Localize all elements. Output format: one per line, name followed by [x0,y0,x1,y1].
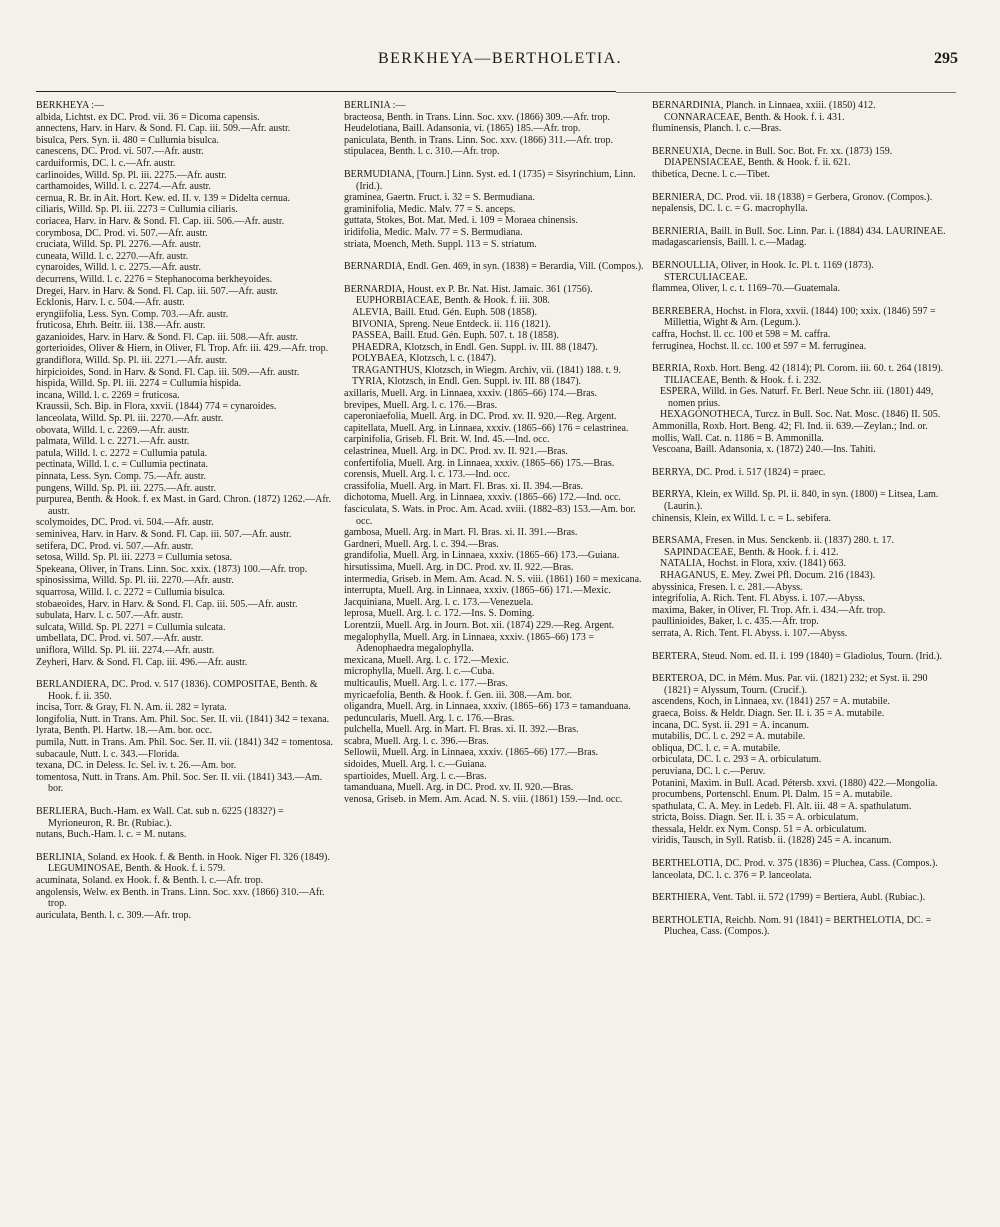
species-entry: gambosa, Muell. Arg. in Mart. Fl. Bras. xi. II. 391.—Bras. [344,527,578,539]
species-entry: POLYBAEA, Klotzsch, l. c. (1847). [352,353,497,365]
species-entry: ALEVIA, Baill. Etud. Gén. Euph. 508 (1858). [352,306,537,318]
species-entry: paullinioides, Baker, l. c. 435.—Afr. trop. [652,616,819,628]
species-entry: sidoides, Muell. Arg. l. c.—Guiana. [344,759,487,771]
genus-entry: BERSAMA, Fresen. in Mus. Senckenb. ii. (1837) 280. t. 17. SAPINDACEAE, Benth. & Hook. f. i. 412. [652,535,894,558]
species-entry: spinosissima, Willd. Sp. Pl. iii. 2270.—Afr. austr. [36,575,234,587]
species-entry: annectens, Harv. in Harv. & Sond. Fl. Cap. iii. 509.—Afr. austr. [36,123,291,135]
species-entry: mutabilis, DC. l. c. 292 = A. mutabile. [652,731,806,743]
species-entry: nepalensis, DC. l. c. = G. macrophylla. [652,203,808,215]
species-entry: texana, DC. in Deless. Ic. Sel. iv. t. 26.—Am. bor. [36,760,237,772]
species-entry: nutans, Buch.-Ham. l. c. = M. nutans. [36,829,187,841]
genus-entry: BERKHEYA :— [36,100,105,111]
species-entry: cuneata, Willd. l. c. 2270.—Afr. austr. [36,250,189,262]
species-entry: scabra, Muell. Arg. l. c. 396.—Bras. [344,735,489,747]
species-entry: mexicana, Muell. Arg. l. c. 172.—Mexic. [344,654,509,666]
species-entry: cernua, R. Br. in Ait. Hort. Kew. ed. II. v. 139 = Didelta cernua. [36,192,290,204]
species-entry: gorterioides, Oliver & Hiern, in Oliver, Fl. Trop. Afr. iii. 429.—Afr. trop. [36,343,329,355]
page-header [30,50,970,76]
species-entry: decurrens, Willd. l. c. 2276 = Stephanocoma berkheyoides. [36,273,273,285]
species-entry: fruticosa, Ehrh. Beitr. iii. 138.—Afr. austr. [36,320,206,332]
genus-entry: BERNARDIA, Endl. Gen. 469, in syn. (1838) = Berardia, Vill. (Compos.). [344,261,644,273]
species-entry: Gardneri, Muell. Arg. l. c. 394.—Bras. [344,538,499,550]
species-entry: uniflora, Willd. Sp. Pl. iii. 2274.—Afr. austr. [36,644,215,656]
species-entry: microphylla, Muell. Arg. l. c.—Cuba. [344,666,495,678]
species-entry: grandifolia, Muell. Arg. in Linnaea, xxxiv. (1865–66) 173.—Guiana. [344,550,620,562]
header-rule-right [616,92,956,93]
species-entry: sulcata, Willd. Sp. Pl. 2271 = Cullumia sulcata. [36,621,226,633]
species-entry: obovata, Willd. l. c. 2269.—Afr. austr. [36,424,190,436]
species-entry: obliqua, DC. l. c. = A. mutabile. [652,742,781,754]
genus-entry: BERRYA, DC. Prod. i. 517 (1824) = praec. [652,466,826,478]
species-entry: pinnata, Less. Syn. Comp. 75.—Afr. austr. [36,471,206,482]
species-entry: coriacea, Harv. in Harv. & Sond. Fl. Cap. iii. 506.—Afr. austr. [36,215,285,227]
species-entry: subulata, Harv. l. c. 507.—Afr. austr. [36,610,184,622]
genus-entry: BERTEROA, DC. in Mém. Mus. Par. vii. (1821) 232; et Syst. ii. 290 (1821) = Alyssum, Tourn. (Crucif.). [652,673,928,696]
running-title: BERKHEYA—BERTHOLETIA. [378,50,622,67]
species-entry: graminifolia, Medic. Malv. 77 = S. anceps. [344,203,516,215]
species-entry: intermedia, Griseb. in Mem. Am. Acad. N. S. viii. (1861) 160 = mexicana. [344,573,642,585]
species-entry: umbellata, DC. Prod. vi. 507.—Afr. austr. [36,633,204,645]
species-entry: procumbens, Portenschl. Enum. Pl. Dalm. 15 = A. mutabile. [652,789,893,801]
species-entry: flammea, Oliver, l. c. t. 1169–70.—Guatemala. [652,283,841,295]
genus-entry: BERTHIERA, Vent. Tabl. ii. 572 (1799) = Bertiera, Aubl. (Rubiac.). [652,892,926,904]
species-entry: TRAGANTHUS, Klotzsch, in Wiegm. Archiv, vii. (1841) 188. t. 9. [352,364,622,376]
species-entry: setifera, DC. Prod. vi. 507.—Afr. austr. [36,540,194,552]
species-entry: paniculata, Benth. in Trans. Linn. Soc. xxv. (1866) 311.—Afr. trop. [344,134,613,146]
species-entry: corymbosa, DC. Prod. vi. 507.—Afr. austr. [36,227,208,239]
species-entry: scolymoides, DC. Prod. vi. 504.—Afr. austr. [36,517,214,529]
species-entry: ferruginea, Hochst. ll. cc. 100 et 597 = M. ferruginea. [652,340,867,352]
species-entry: Ecklonis, Harv. l. c. 504.—Afr. austr. [36,297,185,309]
species-entry: purpurea, Benth. & Hook. f. ex Mast. in Gard. Chron. (1872) 1262.—Afr. austr. [36,494,331,517]
species-entry: axillaris, Muell. Arg. in Linnaea, xxxiv. (1865–66) 174.—Bras. [344,388,598,400]
species-entry: integrifolia, A. Rich. Tent. Fl. Abyss. i. 107.—Abyss. [652,593,866,605]
species-entry: TYRIA, Klotzsch, in Endl. Gen. Suppl. iv. III. 88 (1847). [352,376,582,388]
species-entry: albida, Lichtst. ex DC. Prod. vii. 36 = Dicoma capensis. [36,111,260,123]
species-entry: cruciata, Willd. Sp. Pl. 2276.—Afr. austr. [36,239,201,251]
species-entry: orbiculata, DC. l. c. 293 = A. orbiculatum. [652,754,822,766]
genus-entry: BERRIA, Roxb. Hort. Beng. 42 (1814); Pl. Corom. iii. 60. t. 264 (1819). TILIACEAE, Benth. & Hook. f. i. 232. [652,363,944,386]
species-entry: crassifolia, Muell. Arg. in Mart. Fl. Bras. xi. II. 394.—Bras. [344,480,583,492]
species-entry: brevipes, Muell. Arg. l. c. 176.—Bras. [344,399,498,411]
species-entry: incisa, Torr. & Gray, Fl. N. Am. ii. 282 = lyrata. [36,702,227,714]
species-entry: iridifolia, Medic. Malv. 77 = S. Bermudiana. [344,226,523,238]
genus-entry: BERNOULLIA, Oliver, in Hook. Ic. Pl. t. 1169 (1873). STERCULIACEAE. [652,259,874,283]
genus-entry: BERNEUXIA, Decne. in Bull. Soc. Bot. Fr. xx. (1873) 159. DIAPENSIACEAE, Benth. & Hook. f. ii. 621. [652,145,893,169]
species-entry: megalophylla, Muell. Arg. in Linnaea, xxxiv. (1865–66) 173 = Adenophaedra megalophylla. [344,631,595,655]
species-entry: PASSEA, Baill. Etud. Gén. Euph. 507. t. 18 (1858). [352,330,559,342]
species-entry: myricaefolia, Benth. & Hook. f. Gen. iii. 308.—Am. bor. [344,689,573,701]
genus-entry: BERTHELOTIA, DC. Prod. v. 375 (1836) = Pluchea, Cass. (Compos.). [652,858,938,870]
species-entry: ciliaris, Willd. Sp. Pl. iii. 2273 = Cullumia ciliaris. [36,204,238,216]
species-entry: Ammonilla, Roxb. Hort. Beng. 42; Fl. Ind. ii. 639.—Zeylan.; Ind. or. [652,421,928,433]
species-entry: incana, Willd. l. c. 2269 = fruticosa. [36,389,180,401]
species-entry: Heudelotiana, Baill. Adansonia, vi. (1865) 185.—Afr. trop. [344,123,581,135]
genus-entry: BERTERA, Steud. Nom. ed. II. i. 199 (1840) = Gladiolus, Tourn. (Irid.). [652,650,942,662]
genus-entry: BERLINIA :— [344,100,406,111]
species-entry: grandiflora, Willd. Sp. Pl. iii. 2271.—Afr. austr. [36,355,228,367]
species-entry: Jacquiniana, Muell. Arg. l. c. 173.—Venezuela. [344,596,534,608]
species-entry: Dregei, Harv. in Harv. & Sond. Fl. Cap. iii. 507.—Afr. austr. [36,285,279,297]
species-entry: venosa, Griseb. in Mem. Am. Acad. N. S. viii. (1861) 159.—Ind. occ. [344,793,623,805]
species-entry: setosa, Willd. Sp. Pl. iii. 2273 = Cullumia setosa. [36,552,233,564]
species-entry: palmata, Willd. l. c. 2271.—Afr. austr. [36,436,190,448]
species-entry: squarrosa, Willd. l. c. 2272 = Cullumia bisulca. [36,586,225,598]
species-entry: acuminata, Soland. ex Hook. f. & Benth. l. c.—Afr. trop. [36,875,264,886]
species-entry: subacaule, Nutt. l. c. 343.—Florida. [36,748,180,760]
genus-entry: BERREBERA, Hochst. in Flora, xxvii. (1844) 100; xxix. (1846) 597 = Millettia, Wight & Arn. (Legum.). [652,305,936,329]
column-3 [652,100,952,938]
species-entry: carlinoides, Willd. Sp. Pl. iii. 2275.—Afr. austr. [36,169,227,181]
species-entry: Spekeana, Oliver, in Trans. Linn. Soc. xxix. (1873) 100.—Afr. trop. [36,563,308,575]
species-entry: caffra, Hochst. ll. cc. 100 et 598 = M. caffra. [652,328,831,340]
genus-entry: BERNARDINIA, Planch. in Linnaea, xxiii. (1850) 412. CONNARACEAE, Benth. & Hook. f. i. 431. [652,100,876,123]
species-entry: thessala, Heldr. ex Nym. Consp. 51 = A. orbiculatum. [652,823,867,835]
species-entry: Kraussii, Sch. Bip. in Flora, xxvii. (1844) 774 = cynaroides. [36,401,277,413]
species-entry: lyrata, Benth. Pl. Hartw. 18.—Am. bor. occ. [36,725,212,737]
genus-entry: BERNARDIA, Houst. ex P. Br. Nat. Hist. Jamaic. 361 (1756). EUPHORBIACEAE, Benth. & Hook. f. iii. 308. [344,283,593,307]
species-entry: tamanduana, Muell. Arg. in DC. Prod. xv. II. 920.—Bras. [344,782,574,794]
species-entry: angolensis, Welw. ex Benth. in Trans. Linn. Soc. xxv. (1866) 310.—Afr. trop. [36,886,325,910]
column-2 [344,100,644,805]
species-entry: pectinata, Willd. l. c. = Cullumia pectinata. [36,459,208,471]
species-entry: stipulacea, Benth. l. c. 310.—Afr. trop. [344,146,500,158]
species-entry: multicaulis, Muell. Arg. l. c. 177.—Bras. [344,677,508,689]
species-entry: thibetica, Decne. l. c.—Tibet. [652,168,770,180]
species-entry: striata, Moench, Meth. Suppl. 113 = S. striatum. [344,238,537,250]
genus-entry: BERMUDIANA, [Tourn.] Linn. Syst. ed. I (1735) = Sisyrinchium, Linn. (Irid.). [344,168,636,192]
species-entry: graminea, Gaertn. Fruct. i. 32 = S. Bermudiana. [344,192,535,204]
species-entry: patula, Willd. l. c. 2272 = Cullumia patula. [36,447,208,459]
species-entry: incana, DC. Syst. ii. 291 = A. incanum. [652,719,810,731]
species-entry: pungens, Willd. Sp. Pl. iii. 2275.—Afr. austr. [36,482,216,494]
species-entry: dichotoma, Muell. Arg. in Linnaea, xxxiv. (1865–66) 172.—Ind. occ. [344,492,621,504]
species-entry: caperoniaefolia, Muell. Arg. in DC. Prod. xv. II. 920.—Reg. Argent. [344,411,617,423]
species-entry: guttata, Stokes, Bot. Mat. Med. i. 109 = Moraea chinensis. [344,215,578,227]
genus-entry: BERRYA, Klein, ex Willd. Sp. Pl. ii. 840, in syn. (1800) = Litsea, Lam. (Laurin.). [652,489,939,513]
species-entry: carduiformis, DC. l. c.—Afr. austr. [36,157,176,169]
species-entry: oligandra, Muell. Arg. in Linnaea, xxxiv. (1865–66) 173 = tamanduana. [344,701,631,713]
species-entry: graeca, Boiss. & Heldr. Diagn. Ser. II. i. 35 = A. mutabile. [652,707,885,719]
species-entry: bracteosa, Benth. in Trans. Linn. Soc. xxv. (1866) 309.—Afr. trop. [344,111,610,123]
page-number: 295 [934,50,958,67]
species-entry: ascendens, Koch, in Linnaea, xv. (1841) 257 = A. mutabile. [652,696,890,708]
species-entry: NATALIA, Hochst. in Flora, xxiv. (1841) 663. [660,558,847,570]
species-entry: cynaroides, Willd. l. c. 2275.—Afr. austr. [36,262,201,274]
species-entry: lanceolata, DC. l. c. 376 = P. lanceolata. [652,869,812,881]
species-entry: Vescoana, Baill. Adansonia, x. (1872) 240.—Ins. Tahiti. [652,444,876,456]
genus-entry: BERLIERA, Buch.-Ham. ex Wall. Cat. sub n. 6225 (1832?) = Myrioneuron, R. Br. (Rubiac.). [36,806,284,829]
species-entry: stobaeoides, Harv. in Harv. & Sond. Fl. Cap. iii. 505.—Afr. austr. [36,598,298,610]
species-entry: pulchella, Muell. Arg. in Mart. Fl. Bras. xi. II. 392.—Bras. [344,724,579,736]
species-entry: RHAGANUS, E. Mey. Zwei Pfl. Docum. 216 (1843). [660,570,876,581]
species-entry: lanceolata, Willd. Sp. Pl. iii. 2270.—Afr. austr. [36,413,224,425]
species-entry: Sellowii, Muell. Arg. in Linnaea, xxxiv. (1865–66) 177.—Bras. [344,747,599,759]
species-entry: spartioides, Muell. Arg. l. c.—Bras. [344,770,487,782]
species-entry: corensis, Muell. Arg. l. c. 173.—Ind. occ. [344,469,510,481]
genus-entry: BERLINIA, Soland. ex Hook. f. & Benth. in Hook. Niger Fl. 326 (1849). LEGUMINOSAE, Benth. & Hook. f. i. 579. [36,851,330,875]
species-entry: spathulata, C. A. Mey. in Ledeb. Fl. Alt. iii. 48 = A. spathulatum. [652,800,912,812]
species-entry: auriculata, Benth. l. c. 309.—Afr. trop. [36,909,191,921]
genus-entry: BERLANDIERA, DC. Prod. v. 517 (1836). COMPOSITAE, Benth. & Hook. f. ii. 350. [36,679,318,702]
species-entry: canescens, DC. Prod. vi. 507.—Afr. austr. [36,146,204,158]
species-entry: carthamoides, Willd. l. c. 2274.—Afr. austr. [36,181,211,193]
species-entry: PHAEDRA, Klotzsch, in Endl. Gen. Suppl. iv. III. 88 (1847). [352,341,598,353]
species-entry: capitellata, Muell. Arg. in Linnaea, xxxiv. (1865–66) 176 = celastrinea. [344,422,629,434]
species-entry: HEXAGONOTHECA, Turcz. in Bull. Soc. Nat. Mosc. (1846) II. 505. [660,409,941,421]
species-entry: madagascariensis, Baill. l. c.—Madag. [652,237,807,249]
species-entry: fluminensis, Planch. l. c.—Bras. [652,123,782,135]
species-entry: maxima, Baker, in Oliver, Fl. Trop. Afr. i. 434.—Afr. trop. [652,604,886,616]
species-entry: Potanini, Maxim. in Bull. Acad. Pétersb. xxvi. (1880) 422.—Mongolia. [652,777,938,789]
species-entry: Lorentzii, Muell. Arg. in Journ. Bot. xii. (1874) 229.—Reg. Argent. [344,619,615,631]
species-entry: leprosa, Muell. Arg. l. c. 172.—Ins. S. Doming. [344,608,535,620]
species-entry: pumila, Nutt. in Trans. Am. Phil. Soc. Ser. II. vii. (1841) 342 = tomentosa. [36,737,334,749]
genus-entry: BERNIERIA, Baill. in Bull. Soc. Linn. Par. i. (1884) 434. LAURINEAE. [652,225,946,237]
species-entry: peruviana, DC. l. c.—Peruv. [652,765,766,777]
species-entry: BIVONIA, Spreng. Neue Entdeck. ii. 116 (1821). [352,318,551,330]
species-entry: celastrinea, Muell. Arg. in DC. Prod. xv. II. 921.—Bras. [344,446,568,458]
species-entry: interrupta, Muell. Arg. in Linnaea, xxxiv. (1865–66) 171.—Mexic. [344,585,611,597]
species-entry: confertifolia, Muell. Arg. in Linnaea, xxxiv. (1865–66) 175.—Bras. [344,457,615,469]
genus-entry: BERNIERA, DC. Prod. vii. 18 (1838) = Gerbera, Gronov. (Compos.). [652,191,933,203]
species-entry: longifolia, Nutt. in Trans. Am. Phil. Soc. Ser. II. vii. (1841) 342 = texana. [36,713,330,725]
species-entry: ESPERA, Willd. in Ges. Naturf. Fr. Berl. Neue Schr. iii. (1801) 449, nomen prius. [660,386,934,409]
species-entry: hirsutissima, Muell. Arg. in DC. Prod. xv. II. 922.—Bras. [344,561,574,573]
species-entry: seminivea, Harv. in Harv. & Sond. Fl. Cap. iii. 507.—Afr. austr. [36,528,292,540]
species-entry: Zeyheri, Harv. & Sond. Fl. Cap. iii. 496.—Afr. austr. [36,656,248,668]
species-entry: carpinifolia, Griseb. Fl. Brit. W. Ind. 45.—Ind. occ. [344,434,550,446]
species-entry: serrata, A. Rich. Tent. Fl. Abyss. i. 107.—Abyss. [652,627,848,639]
column-1 [36,100,336,921]
species-entry: stricta, Boiss. Diagn. Ser. II. i. 35 = A. orbiculatum. [652,812,859,824]
species-entry: hirpicioides, Sond. in Harv. & Sond. Fl. Cap. iii. 509.—Afr. austr. [36,366,300,378]
species-entry: fasciculata, S. Wats. in Proc. Am. Acad. xviii. (1882–83) 153.—Am. bor. occ. [344,504,636,527]
species-entry: hispida, Willd. Sp. Pl. iii. 2274 = Cullumia hispida. [36,378,242,390]
species-entry: tomentosa, Nutt. in Trans. Am. Phil. Soc. Ser. II. vii. (1841) 343.—Am. bor. [36,771,323,795]
species-entry: gazanioides, Harv. in Harv. & Sond. Fl. Cap. iii. 508.—Afr. austr. [36,331,299,343]
genus-entry: BERTHOLETIA, Reichb. Nom. 91 (1841) = BERTHELOTIA, DC. = Pluchea, Cass. (Compos.). [652,914,932,938]
species-entry: peduncularis, Muell. Arg. l. c. 176.—Bras. [344,712,515,724]
species-entry: bisulca, Pers. Syn. ii. 480 = Cullumia bisulca. [36,134,219,146]
species-entry: abyssinica, Fresen. l. c. 281.—Abyss. [652,581,803,593]
species-entry: viridis, Tausch, in Syll. Ratisb. ii. (1828) 245 = A. incanum. [652,835,892,847]
header-rule [36,91,616,92]
species-entry: mollis, Wall. Cat. n. 1186 = B. Ammonilla. [652,432,824,444]
species-entry: chinensis, Klein, ex Willd. l. c. = L. sebifera. [652,512,832,524]
species-entry: eryngiifolia, Less. Syn. Comp. 703.—Afr. austr. [36,308,229,320]
